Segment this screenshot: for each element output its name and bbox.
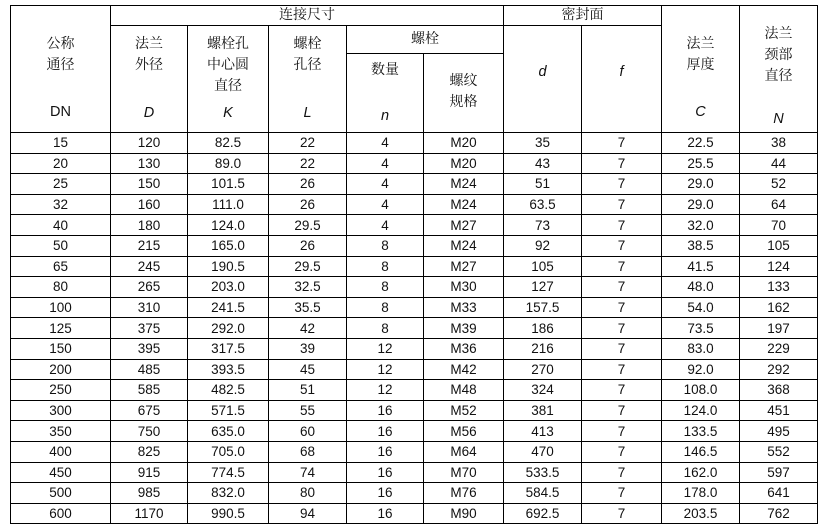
cell-dn: 50: [11, 235, 111, 256]
cell-bolt-count: 16: [347, 441, 424, 462]
table-row: [11, 174, 818, 195]
cell-outer-diameter: 395: [111, 338, 188, 359]
cell-dn: 350: [11, 421, 111, 442]
cell-thickness: 133.5: [662, 421, 740, 442]
cell-bolt-count: 8: [347, 318, 424, 339]
cell-seal-f: 7: [582, 503, 662, 524]
cell-outer-diameter: 310: [111, 297, 188, 318]
cell-outer-diameter: 1170: [111, 503, 188, 524]
cell-thickness: 54.0: [662, 297, 740, 318]
cell-bolt-circle: 482.5: [188, 380, 269, 401]
cell-seal-d: 584.5: [504, 483, 582, 504]
cell-bolt-count: 12: [347, 359, 424, 380]
header-neck-diameter: 法兰 颈部 直径 N: [740, 6, 818, 133]
cell-bolt-count: 8: [347, 277, 424, 298]
cell-thickness: 83.0: [662, 338, 740, 359]
cell-bolt-circle: 774.5: [188, 462, 269, 483]
cell-thread: M52: [424, 400, 504, 421]
header-flange-thickness: 法兰 厚度 C: [662, 6, 740, 133]
cell-seal-f: 7: [582, 400, 662, 421]
cell-bolt-count: 4: [347, 133, 424, 154]
cell-thread: M20: [424, 153, 504, 174]
cell-bolt-hole: 39: [269, 338, 347, 359]
cell-dn: 100: [11, 297, 111, 318]
cell-thread: M36: [424, 338, 504, 359]
cell-thread: M76: [424, 483, 504, 504]
cell-thickness: 41.5: [662, 256, 740, 277]
cell-bolt-count: 16: [347, 400, 424, 421]
cell-thickness: 146.5: [662, 441, 740, 462]
cell-bolt-count: 16: [347, 483, 424, 504]
cell-seal-d: 92: [504, 235, 582, 256]
header-flange-outer-diameter: 法兰 外径 D: [111, 26, 188, 133]
cell-dn: 400: [11, 441, 111, 462]
cell-outer-diameter: 160: [111, 194, 188, 215]
header-bolt-circle-diameter: 螺栓孔 中心圆 直径 K: [188, 26, 269, 133]
cell-seal-d: 692.5: [504, 503, 582, 524]
cell-dn: 200: [11, 359, 111, 380]
cell-thickness: 162.0: [662, 462, 740, 483]
cell-seal-f: 7: [582, 441, 662, 462]
table-row: [11, 277, 818, 298]
cell-outer-diameter: 485: [111, 359, 188, 380]
header-connection-group: 连接尺寸: [111, 6, 504, 26]
cell-thickness: 203.5: [662, 503, 740, 524]
cell-neck-diameter: 124: [740, 256, 818, 277]
cell-seal-d: 186: [504, 318, 582, 339]
flange-dimension-table-wrapper: [10, 5, 817, 524]
table-row: [11, 194, 818, 215]
table-body: [11, 133, 818, 524]
cell-seal-f: 7: [582, 318, 662, 339]
cell-outer-diameter: 585: [111, 380, 188, 401]
cell-dn: 20: [11, 153, 111, 174]
cell-seal-f: 7: [582, 235, 662, 256]
cell-seal-d: 43: [504, 153, 582, 174]
cell-seal-d: 216: [504, 338, 582, 359]
cell-neck-diameter: 641: [740, 483, 818, 504]
cell-seal-f: 7: [582, 359, 662, 380]
cell-bolt-hole: 60: [269, 421, 347, 442]
cell-bolt-hole: 94: [269, 503, 347, 524]
table-row: [11, 359, 818, 380]
cell-thread: M90: [424, 503, 504, 524]
cell-thread: M39: [424, 318, 504, 339]
cell-bolt-circle: 190.5: [188, 256, 269, 277]
cell-neck-diameter: 162: [740, 297, 818, 318]
cell-bolt-circle: 393.5: [188, 359, 269, 380]
table-row: [11, 483, 818, 504]
cell-dn: 250: [11, 380, 111, 401]
cell-bolt-hole: 26: [269, 174, 347, 195]
cell-bolt-circle: 111.0: [188, 194, 269, 215]
cell-neck-diameter: 451: [740, 400, 818, 421]
cell-neck-diameter: 495: [740, 421, 818, 442]
cell-bolt-hole: 45: [269, 359, 347, 380]
cell-dn: 25: [11, 174, 111, 195]
cell-seal-f: 7: [582, 153, 662, 174]
cell-outer-diameter: 265: [111, 277, 188, 298]
header-bolt-group: 螺栓: [347, 26, 504, 54]
cell-dn: 500: [11, 483, 111, 504]
cell-seal-d: 324: [504, 380, 582, 401]
cell-outer-diameter: 985: [111, 483, 188, 504]
header-seal-f: f: [582, 26, 662, 133]
cell-bolt-hole: 29.5: [269, 215, 347, 236]
cell-thread: M24: [424, 174, 504, 195]
cell-bolt-count: 12: [347, 380, 424, 401]
cell-thickness: 29.0: [662, 174, 740, 195]
cell-thread: M70: [424, 462, 504, 483]
cell-thread: M48: [424, 380, 504, 401]
table-row: [11, 400, 818, 421]
cell-thickness: 32.0: [662, 215, 740, 236]
header-dn: 公称 通径 DN: [11, 6, 111, 133]
cell-thickness: 22.5: [662, 133, 740, 154]
header-bolt-count: 数量 n: [347, 54, 424, 133]
cell-bolt-hole: 80: [269, 483, 347, 504]
cell-seal-d: 270: [504, 359, 582, 380]
cell-neck-diameter: 292: [740, 359, 818, 380]
cell-bolt-count: 16: [347, 503, 424, 524]
cell-seal-d: 413: [504, 421, 582, 442]
cell-dn: 80: [11, 277, 111, 298]
table-row: [11, 133, 818, 154]
cell-bolt-hole: 29.5: [269, 256, 347, 277]
flange-dimension-table: [10, 5, 818, 524]
table-row: [11, 256, 818, 277]
cell-seal-d: 533.5: [504, 462, 582, 483]
table-row: [11, 235, 818, 256]
table-row: [11, 421, 818, 442]
table-row: [11, 153, 818, 174]
cell-dn: 125: [11, 318, 111, 339]
cell-neck-diameter: 64: [740, 194, 818, 215]
cell-seal-f: 7: [582, 338, 662, 359]
cell-thickness: 25.5: [662, 153, 740, 174]
cell-bolt-circle: 571.5: [188, 400, 269, 421]
cell-bolt-count: 4: [347, 194, 424, 215]
cell-dn: 32: [11, 194, 111, 215]
cell-thread: M27: [424, 256, 504, 277]
cell-bolt-hole: 35.5: [269, 297, 347, 318]
cell-thickness: 48.0: [662, 277, 740, 298]
cell-neck-diameter: 197: [740, 318, 818, 339]
header-seal-d: d: [504, 26, 582, 133]
cell-thread: M33: [424, 297, 504, 318]
cell-bolt-circle: 635.0: [188, 421, 269, 442]
cell-seal-f: 7: [582, 297, 662, 318]
cell-neck-diameter: 597: [740, 462, 818, 483]
cell-bolt-circle: 292.0: [188, 318, 269, 339]
cell-seal-f: 7: [582, 421, 662, 442]
table-row: [11, 297, 818, 318]
cell-seal-f: 7: [582, 194, 662, 215]
cell-thread: M64: [424, 441, 504, 462]
cell-outer-diameter: 150: [111, 174, 188, 195]
cell-bolt-count: 12: [347, 338, 424, 359]
cell-bolt-circle: 241.5: [188, 297, 269, 318]
cell-bolt-circle: 317.5: [188, 338, 269, 359]
cell-seal-d: 381: [504, 400, 582, 421]
cell-bolt-circle: 990.5: [188, 503, 269, 524]
cell-seal-f: 7: [582, 462, 662, 483]
cell-bolt-count: 16: [347, 421, 424, 442]
cell-neck-diameter: 762: [740, 503, 818, 524]
cell-neck-diameter: 552: [740, 441, 818, 462]
cell-bolt-hole: 55: [269, 400, 347, 421]
cell-dn: 15: [11, 133, 111, 154]
cell-dn: 65: [11, 256, 111, 277]
table-row: [11, 215, 818, 236]
cell-bolt-count: 8: [347, 256, 424, 277]
cell-thickness: 178.0: [662, 483, 740, 504]
cell-seal-f: 7: [582, 380, 662, 401]
cell-thickness: 38.5: [662, 235, 740, 256]
cell-neck-diameter: 368: [740, 380, 818, 401]
cell-dn: 300: [11, 400, 111, 421]
cell-seal-f: 7: [582, 483, 662, 504]
table-row: [11, 338, 818, 359]
cell-bolt-circle: 124.0: [188, 215, 269, 236]
cell-dn: 40: [11, 215, 111, 236]
cell-thread: M20: [424, 133, 504, 154]
table-row: [11, 462, 818, 483]
cell-dn: 600: [11, 503, 111, 524]
cell-outer-diameter: 375: [111, 318, 188, 339]
cell-bolt-hole: 26: [269, 194, 347, 215]
cell-thickness: 29.0: [662, 194, 740, 215]
cell-thread: M27: [424, 215, 504, 236]
cell-seal-f: 7: [582, 277, 662, 298]
cell-outer-diameter: 675: [111, 400, 188, 421]
cell-bolt-count: 4: [347, 153, 424, 174]
cell-thickness: 73.5: [662, 318, 740, 339]
cell-neck-diameter: 52: [740, 174, 818, 195]
cell-thickness: 92.0: [662, 359, 740, 380]
cell-bolt-circle: 203.0: [188, 277, 269, 298]
cell-seal-f: 7: [582, 133, 662, 154]
cell-thickness: 124.0: [662, 400, 740, 421]
table-row: [11, 441, 818, 462]
cell-thickness: 108.0: [662, 380, 740, 401]
cell-dn: 150: [11, 338, 111, 359]
cell-bolt-circle: 101.5: [188, 174, 269, 195]
cell-bolt-hole: 32.5: [269, 277, 347, 298]
cell-bolt-hole: 68: [269, 441, 347, 462]
cell-seal-f: 7: [582, 256, 662, 277]
cell-bolt-count: 8: [347, 297, 424, 318]
cell-dn: 450: [11, 462, 111, 483]
cell-neck-diameter: 38: [740, 133, 818, 154]
cell-outer-diameter: 825: [111, 441, 188, 462]
cell-bolt-count: 4: [347, 174, 424, 195]
cell-outer-diameter: 130: [111, 153, 188, 174]
header-seal-group: 密封面: [504, 6, 662, 26]
cell-outer-diameter: 750: [111, 421, 188, 442]
cell-neck-diameter: 44: [740, 153, 818, 174]
cell-seal-d: 105: [504, 256, 582, 277]
cell-bolt-count: 8: [347, 235, 424, 256]
table-row: [11, 380, 818, 401]
cell-bolt-circle: 82.5: [188, 133, 269, 154]
cell-outer-diameter: 915: [111, 462, 188, 483]
cell-seal-f: 7: [582, 215, 662, 236]
cell-seal-d: 63.5: [504, 194, 582, 215]
cell-bolt-circle: 165.0: [188, 235, 269, 256]
cell-seal-d: 73: [504, 215, 582, 236]
cell-thread: M42: [424, 359, 504, 380]
cell-neck-diameter: 105: [740, 235, 818, 256]
cell-bolt-hole: 74: [269, 462, 347, 483]
cell-outer-diameter: 120: [111, 133, 188, 154]
cell-bolt-hole: 42: [269, 318, 347, 339]
cell-thread: M24: [424, 194, 504, 215]
cell-thread: M24: [424, 235, 504, 256]
cell-seal-d: 127: [504, 277, 582, 298]
cell-seal-d: 157.5: [504, 297, 582, 318]
cell-thread: M30: [424, 277, 504, 298]
cell-seal-d: 35: [504, 133, 582, 154]
cell-seal-f: 7: [582, 174, 662, 195]
cell-bolt-circle: 89.0: [188, 153, 269, 174]
header-bolt-hole-diameter: 螺栓 孔径 L: [269, 26, 347, 133]
table-row: [11, 318, 818, 339]
cell-neck-diameter: 229: [740, 338, 818, 359]
table-row: [11, 503, 818, 524]
cell-thread: M56: [424, 421, 504, 442]
cell-bolt-count: 16: [347, 462, 424, 483]
header-thread-spec: 螺纹 规格: [424, 54, 504, 133]
cell-seal-d: 51: [504, 174, 582, 195]
cell-bolt-count: 4: [347, 215, 424, 236]
cell-bolt-hole: 26: [269, 235, 347, 256]
cell-seal-d: 470: [504, 441, 582, 462]
cell-neck-diameter: 70: [740, 215, 818, 236]
cell-bolt-hole: 51: [269, 380, 347, 401]
cell-outer-diameter: 180: [111, 215, 188, 236]
cell-outer-diameter: 245: [111, 256, 188, 277]
cell-bolt-hole: 22: [269, 153, 347, 174]
cell-neck-diameter: 133: [740, 277, 818, 298]
cell-bolt-circle: 832.0: [188, 483, 269, 504]
cell-bolt-hole: 22: [269, 133, 347, 154]
cell-bolt-circle: 705.0: [188, 441, 269, 462]
cell-outer-diameter: 215: [111, 235, 188, 256]
